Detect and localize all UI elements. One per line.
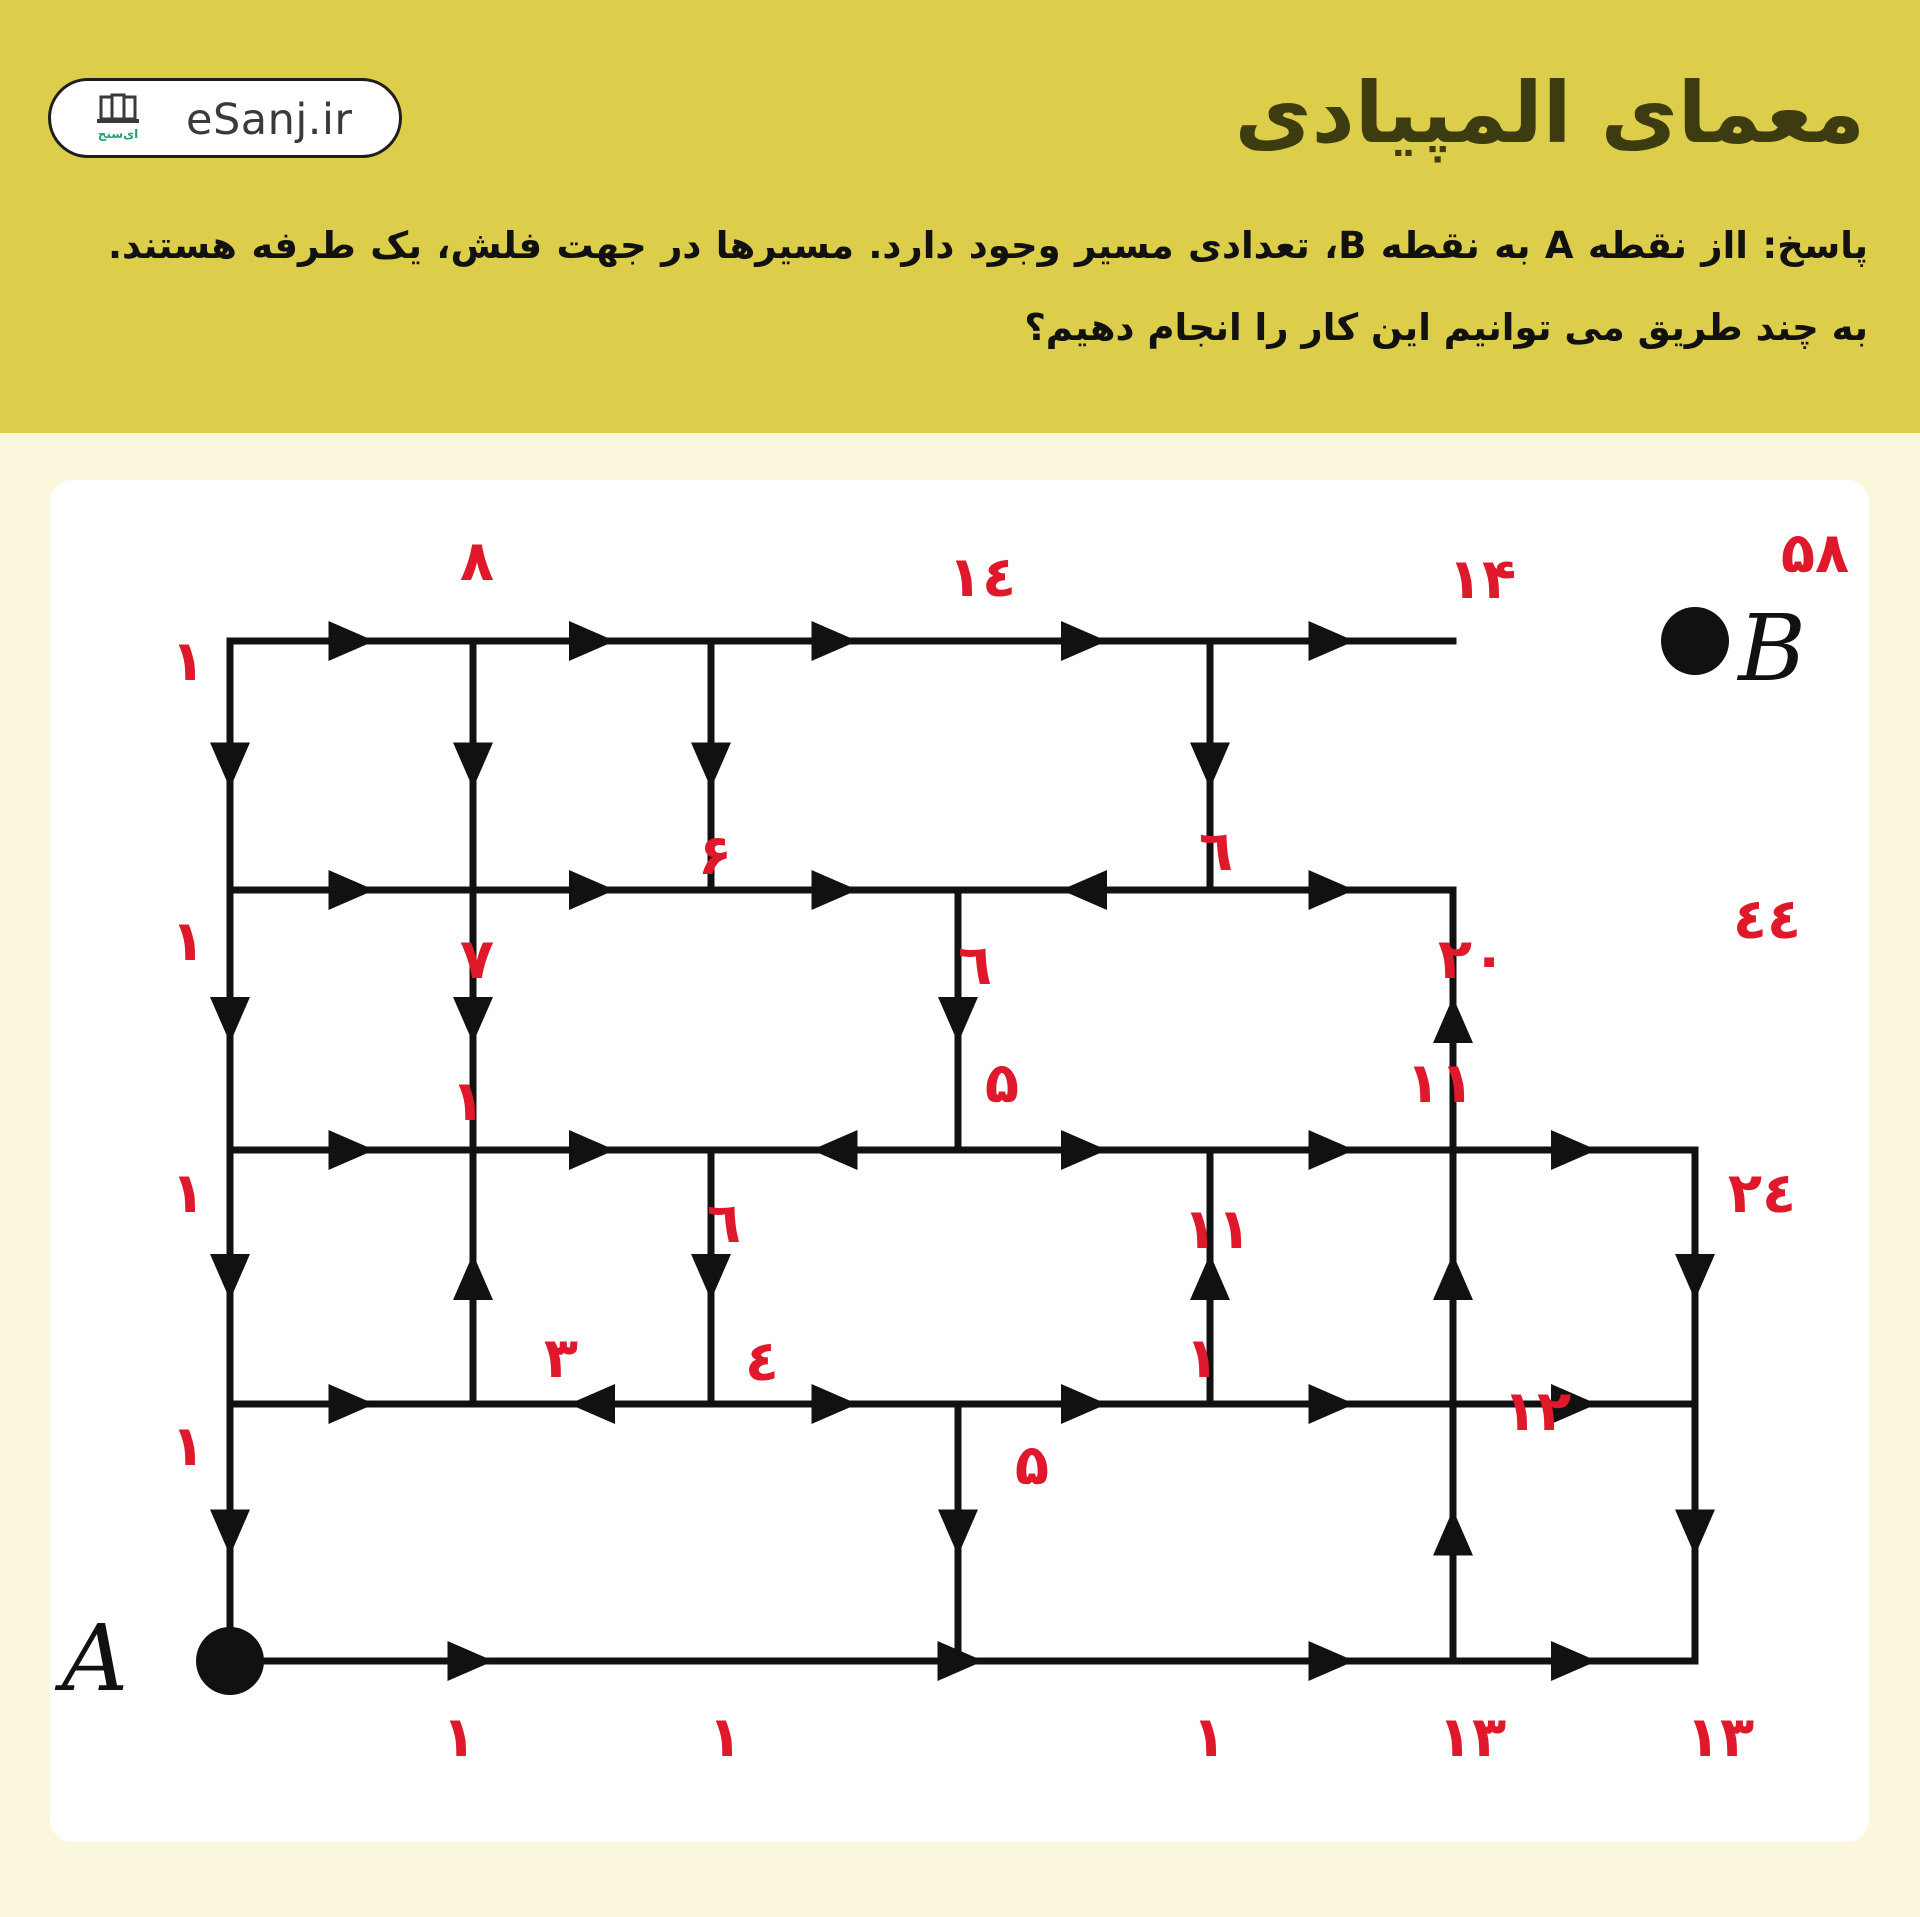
arrowhead-icon <box>210 997 250 1043</box>
arrowhead-icon <box>1190 743 1230 789</box>
path-count-label: ۸ <box>459 529 495 594</box>
path-count-label: ٤ <box>744 1329 780 1394</box>
arrowhead-icon <box>812 1384 858 1424</box>
path-count-label: ٦ <box>1198 819 1234 884</box>
path-count-label: ۵۸ <box>1780 521 1850 586</box>
brand-badge[interactable] <box>48 78 402 158</box>
arrowhead-icon <box>569 870 615 910</box>
path-count-label: ۵ <box>984 1051 1020 1116</box>
arrowhead-icon <box>329 870 375 910</box>
point-label-b: B <box>1738 595 1806 702</box>
arrowhead-icon <box>1433 1254 1473 1300</box>
arrowhead-icon <box>210 1510 250 1556</box>
path-count-label: ٤٤ <box>1732 887 1802 952</box>
arrowhead-icon <box>569 621 615 661</box>
path-count-label: ۱ <box>707 1705 743 1770</box>
path-count-label: ۱ <box>1191 1705 1227 1770</box>
path-count-label: ۲۰ <box>1437 927 1507 992</box>
path-count-label: ۱۳ <box>1685 1705 1755 1770</box>
arrowhead-icon <box>1309 1384 1355 1424</box>
arrowhead-icon <box>1675 1510 1715 1556</box>
arrowhead-icon <box>1433 997 1473 1043</box>
arrowhead-icon <box>1061 1130 1107 1170</box>
path-count-label: ۱ <box>1184 1326 1220 1391</box>
arrowhead-icon <box>1309 1641 1355 1681</box>
path-count-label: ۱ <box>441 1705 477 1770</box>
svg-text:ای‌سنج: ای‌سنج <box>97 127 139 141</box>
arrowhead-icon <box>691 1254 731 1300</box>
path-count-label: ٦ <box>706 1191 742 1256</box>
path-count-label: ۱۳ <box>1437 1705 1507 1770</box>
arrowhead-icon <box>1675 1254 1715 1300</box>
path-count-label: ۲٤ <box>1727 1161 1797 1226</box>
header-banner <box>0 0 1920 433</box>
arrowhead-icon <box>329 621 375 661</box>
arrowhead-icon <box>1309 870 1355 910</box>
path-count-label: ۱ <box>170 629 206 694</box>
path-count-label: ٦ <box>957 933 993 998</box>
arrowhead-icon <box>1309 621 1355 661</box>
path-count-label: ۷ <box>459 927 495 992</box>
path-count-label: ۱ <box>450 1069 486 1134</box>
arrowhead-icon <box>210 1254 250 1300</box>
arrowhead-icon <box>1061 1384 1107 1424</box>
arrowhead-icon <box>453 997 493 1043</box>
arrowhead-icon <box>812 870 858 910</box>
arrowhead-icon <box>569 1130 615 1170</box>
arrowhead-icon <box>1551 1641 1597 1681</box>
path-count-label: ۳ <box>543 1326 579 1391</box>
arrowhead-icon <box>691 743 731 789</box>
path-count-label: ۱ <box>170 909 206 974</box>
start-point-dot <box>196 1627 264 1695</box>
path-count-label: ۱ <box>170 1161 206 1226</box>
arrowhead-icon <box>453 1254 493 1300</box>
path-count-label: ۱ <box>170 1414 206 1479</box>
path-count-label: ۱۱ <box>1182 1197 1252 1262</box>
arrowhead-icon <box>812 1130 858 1170</box>
puzzle-card <box>50 480 1869 1842</box>
esanj-logo-icon <box>89 91 147 149</box>
end-point-dot <box>1661 607 1729 675</box>
path-count-label: ۱۲ <box>1502 1379 1572 1444</box>
arrowhead-icon <box>812 621 858 661</box>
path-count-label: ۱۱ <box>1405 1051 1475 1116</box>
path-count-label: ۵ <box>1014 1433 1050 1498</box>
arrowhead-icon <box>210 743 250 789</box>
arrowhead-icon <box>1061 870 1107 910</box>
question-text: پاسخ: ااز نقطه A به نقطه B، تعدادی مسیر وجود دارد. مسیرها در جهت فلش، یک طرفه هستند. به چند طریق می توانیم این کار را انجام دهیم؟ <box>108 224 1868 349</box>
point-label-a: A <box>61 1605 129 1712</box>
arrowhead-icon <box>1309 1130 1355 1170</box>
page-title: معمای المپیادی <box>1234 64 1865 162</box>
arrowhead-icon <box>453 743 493 789</box>
arrowhead-icon <box>1061 621 1107 661</box>
arrowhead-icon <box>1551 1130 1597 1170</box>
arrowhead-icon <box>329 1384 375 1424</box>
path-count-label: ۱۴ <box>1447 547 1517 612</box>
grid-diagram <box>50 480 1869 1842</box>
arrowhead-icon <box>448 1641 494 1681</box>
arrowhead-icon <box>938 997 978 1043</box>
arrowhead-icon <box>329 1130 375 1170</box>
brand-site-text[interactable]: eSanj.ir <box>186 95 353 145</box>
arrowhead-icon <box>938 1510 978 1556</box>
path-count-label: ۶ <box>697 823 733 888</box>
path-count-label: ۱٤ <box>947 545 1017 610</box>
arrowhead-icon <box>1433 1510 1473 1556</box>
